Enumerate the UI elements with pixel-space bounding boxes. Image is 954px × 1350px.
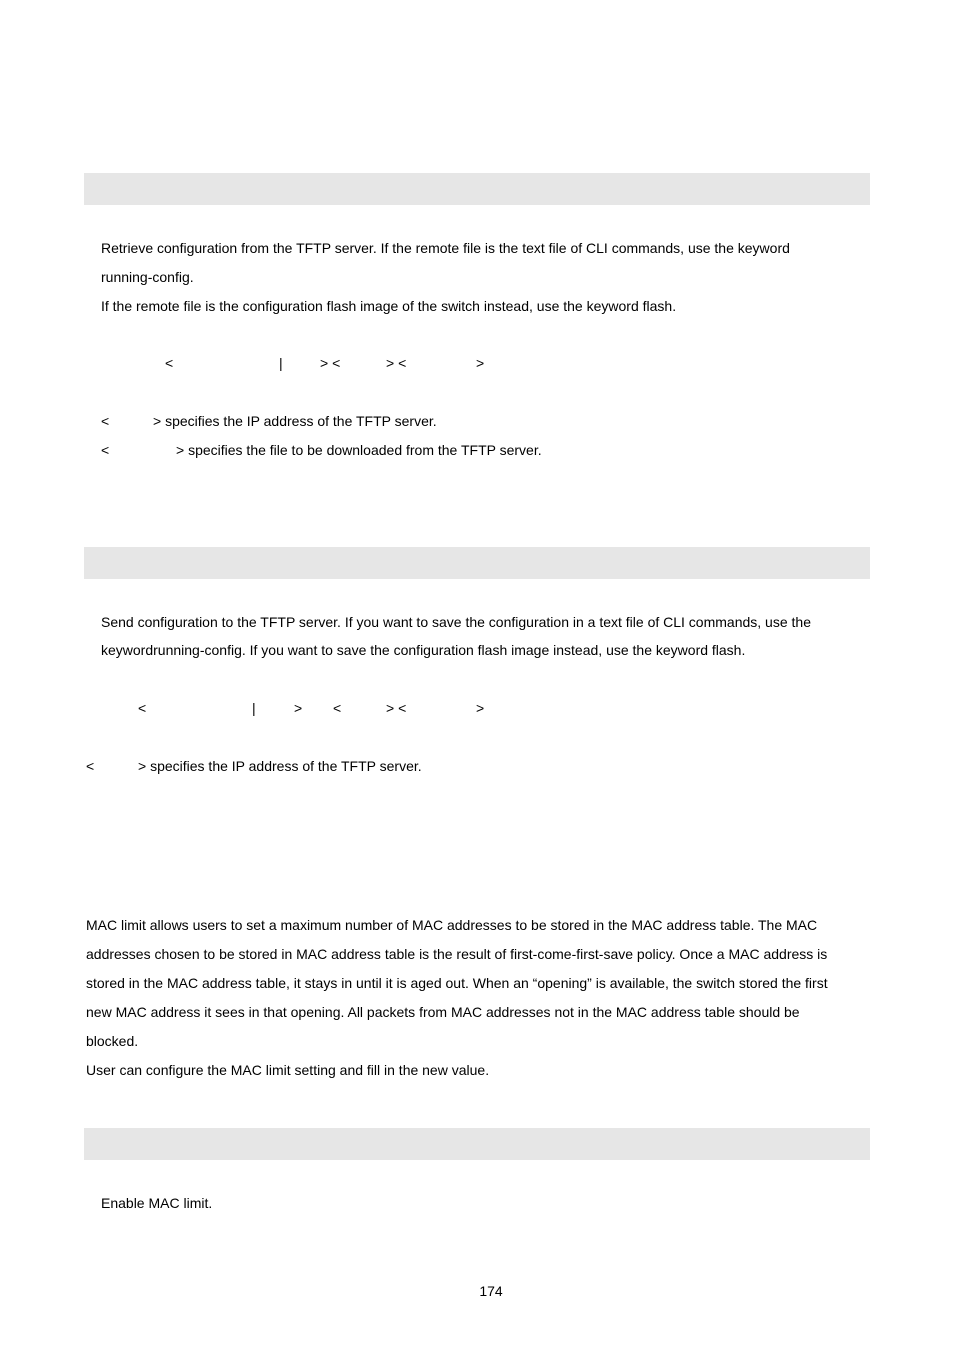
section2-syntax-pipe: | <box>252 700 256 716</box>
section1-syntax-gt-end: > <box>476 355 485 371</box>
section1-param-2-open: < <box>101 442 110 458</box>
section1-param-2-text: > specifies the file to be downloaded from the TFTP server. <box>176 442 542 458</box>
command-header-bar-2 <box>84 547 870 579</box>
page-number: 174 <box>479 1283 503 1299</box>
section2-syntax-gt-end: > <box>476 700 485 716</box>
section2-description-line2: keywordrunning-config. If you want to save the configuration flash image instead, use the keyword flash. <box>101 642 746 658</box>
section3-description: Enable MAC limit. <box>101 1195 213 1211</box>
command-header-bar-3 <box>84 1128 870 1160</box>
section2-description-line1: Send configuration to the TFTP server. If you want to save the configuration in a text file of CLI commands, use the <box>101 614 811 630</box>
section2-param-1-text: > specifies the IP address of the TFTP server. <box>138 758 422 774</box>
command-header-bar-1 <box>84 173 870 205</box>
section1-syntax-pipe: | <box>279 355 283 371</box>
mac-limit-intro-line2: addresses chosen to be stored in MAC address table is the result of first-come-first-save policy. Once a MAC address is <box>86 946 828 962</box>
section1-param-1-open: < <box>101 413 110 429</box>
section1-param-1-text: > specifies the IP address of the TFTP server. <box>153 413 437 429</box>
section1-description-line3: If the remote file is the configuration flash image of the switch instead, use the keyword flash. <box>101 298 677 314</box>
section2-syntax-lt-2: < <box>333 700 342 716</box>
section1-syntax-lt: < <box>165 355 174 371</box>
section2-syntax-lt-1: < <box>138 700 147 716</box>
section1-syntax-gt-lt-2: > < <box>386 355 407 371</box>
mac-limit-intro-line6: User can configure the MAC limit setting and fill in the new value. <box>86 1062 490 1078</box>
mac-limit-intro-line3: stored in the MAC address table, it stays in until it is aged out. When an “opening” is available, the switch stored the first <box>86 975 828 991</box>
mac-limit-intro-line4: new MAC address it sees in that opening. All packets from MAC addresses not in the MAC address table should be <box>86 1004 800 1020</box>
section2-syntax-gt-lt: > < <box>386 700 407 716</box>
section2-syntax-gt-1: > <box>294 700 303 716</box>
section1-description-line2: running-config. <box>101 269 194 285</box>
section1-description-line1: Retrieve configuration from the TFTP server. If the remote file is the text file of CLI commands, use the keyword <box>101 240 790 256</box>
section1-syntax-gt-lt-1: > < <box>320 355 341 371</box>
mac-limit-intro-line1: MAC limit allows users to set a maximum number of MAC addresses to be stored in the MAC address table. The MAC <box>86 917 818 933</box>
mac-limit-intro-line5: blocked. <box>86 1033 139 1049</box>
section2-param-1-open: < <box>86 758 95 774</box>
